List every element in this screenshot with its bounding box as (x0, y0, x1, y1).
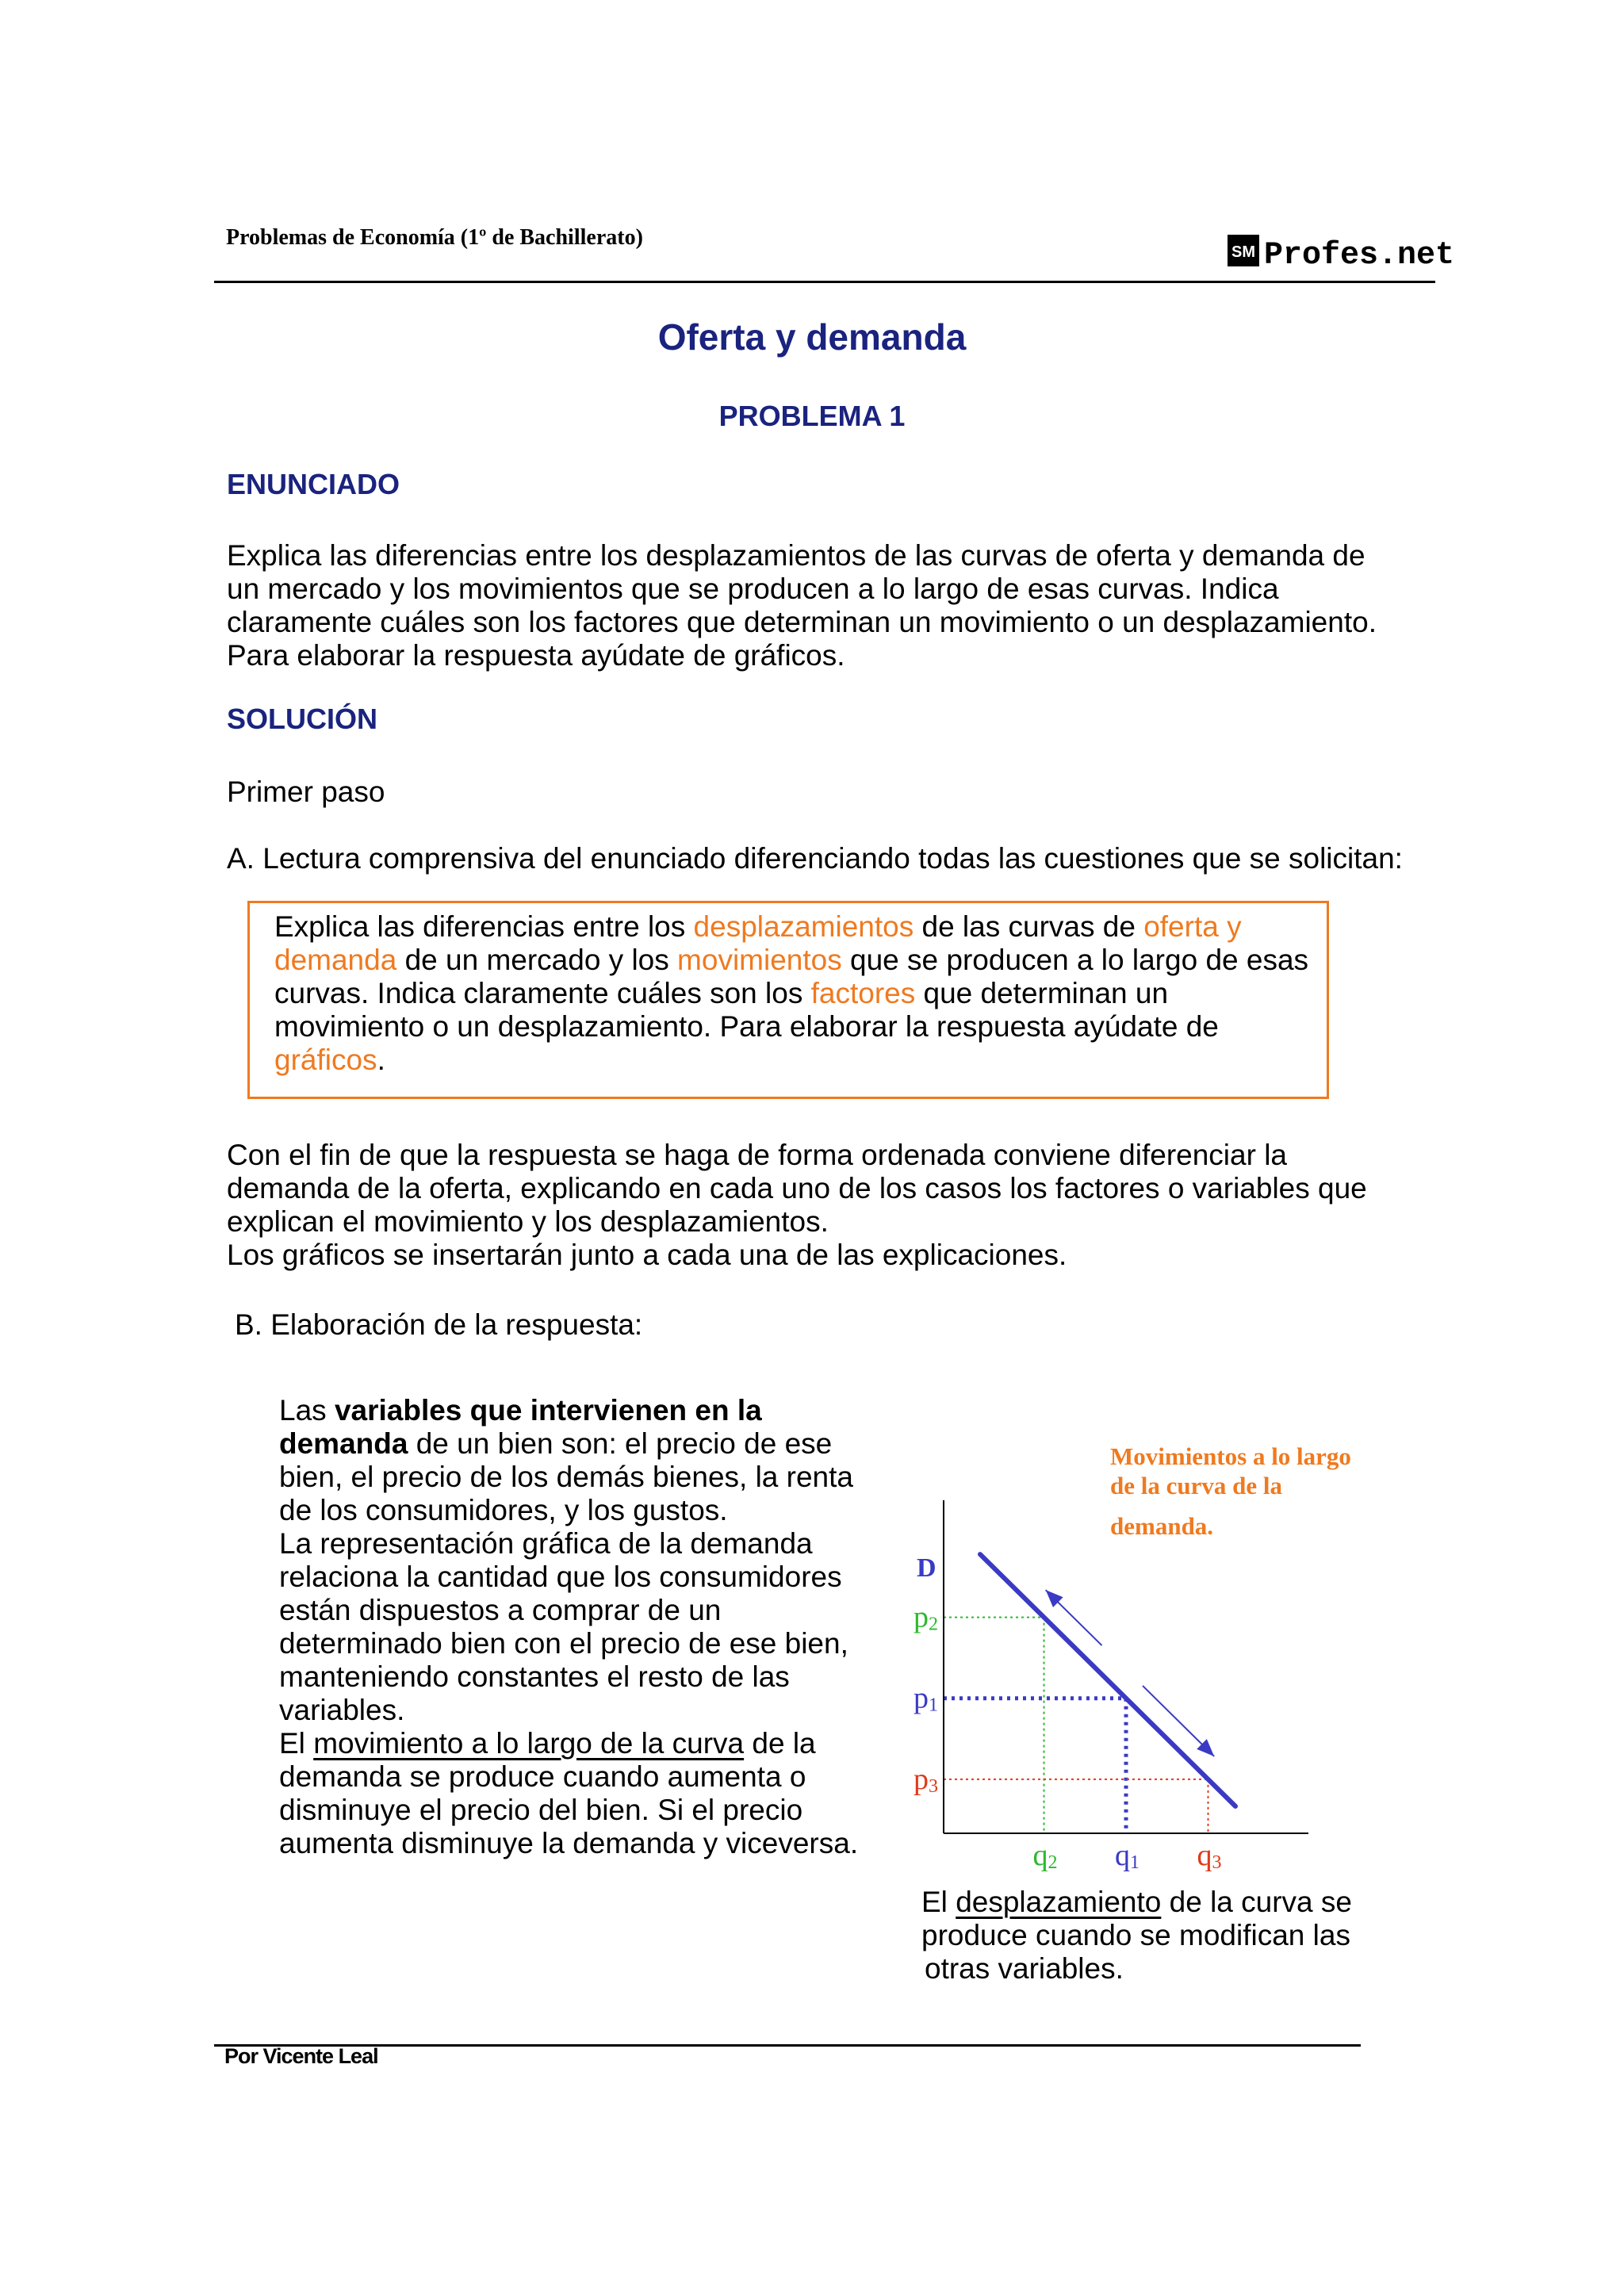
text-line: manteniendo constantes el resto de las (279, 1660, 790, 1693)
hl-segment: que determinan un (915, 977, 1169, 1009)
text-line: están dispuestos a comprar de un (279, 1594, 722, 1626)
paragraph-line: Con el fin de que la respuesta se haga de forma ordenada conviene diferenciar la (227, 1139, 1287, 1171)
hl-segment: . (377, 1044, 385, 1076)
chart-title-line: Movimientos a lo largo (1110, 1442, 1351, 1470)
problem-label: PROBLEMA 1 (718, 400, 906, 432)
demand-chart (904, 1491, 1332, 1875)
enunciado-line: claramente cuáles son los factores que determinan un movimiento o un desplazamiento. (227, 606, 1377, 638)
price-tick-subscript: 1 (929, 1695, 938, 1716)
text-segment: de la curva se (1161, 1886, 1352, 1918)
text-line: bien, el precio de los demás bienes, la renta (279, 1461, 853, 1493)
text-line: de los consumidores, y los gustos. (279, 1494, 728, 1526)
quantity-tick-subscript: 2 (1048, 1852, 1058, 1873)
price-tick-subscript: 2 (929, 1614, 938, 1635)
underlined-segment: movimiento a lo largo de la curva (313, 1727, 745, 1760)
step-label: Primer paso (227, 776, 385, 808)
price-tick-subscript: 3 (929, 1775, 938, 1797)
price-tick-label: p2 (914, 1600, 938, 1635)
highlight-text (274, 910, 1313, 1077)
hl-segment: de las curvas de (914, 910, 1144, 943)
hl-segment: curvas. Indica claramente cuáles son los (274, 977, 811, 1009)
page-title: Oferta y demanda (657, 316, 967, 358)
solucion-heading: SOLUCIÓN (227, 703, 378, 735)
price-tick-label: p3 (914, 1762, 938, 1797)
text-line: disminuye el precio del bien. Si el precio (279, 1794, 803, 1826)
hl-segment: que se producen a lo largo de esas (841, 944, 1309, 976)
paragraph-line: explican el movimiento y los desplazamientos. (227, 1205, 829, 1238)
text-line: aumenta disminuye la demanda y viceversa. (279, 1827, 859, 1859)
footer-author: Por Vicente Leal (224, 2044, 378, 2068)
paragraph-line: Los gráficos se insertarán junto a cada una de las explicaciones. (227, 1239, 1067, 1271)
enunciado-heading: ENUNCIADO (227, 468, 400, 500)
text-line: La representación gráfica de la demanda (279, 1527, 813, 1560)
demand-curve (980, 1554, 1235, 1806)
quantity-tick-label: q3 (1197, 1839, 1222, 1873)
paragraph-line: demanda de la oferta, explicando en cada uno de los casos los factores o variables que (227, 1172, 1367, 1204)
bold-segment: variables que intervienen en la (334, 1394, 762, 1427)
quantity-tick-label: q1 (1115, 1839, 1139, 1873)
underlined-segment: desplazamiento (956, 1886, 1162, 1918)
enunciado-line: Para elaborar la respuesta ayúdate de gráficos. (227, 639, 845, 672)
enunciado-line: Explica las diferencias entre los desplazamientos de las curvas de oferta y demanda de (227, 539, 1365, 572)
enunciado-text (227, 539, 1377, 672)
hl-keyword: movimientos (677, 944, 842, 976)
bold-segment: demanda (279, 1427, 408, 1460)
text-line: otras variables. (925, 1952, 1124, 1985)
logo-graphic (1228, 230, 1455, 276)
text-line: variables. (279, 1694, 405, 1726)
quantity-tick-label: q2 (1032, 1839, 1058, 1873)
footer-rule (214, 2044, 1361, 2047)
price-tick-label: p1 (914, 1681, 938, 1716)
hl-segment: movimiento o un desplazamiento. Para elaborar la respuesta ayúdate de (274, 1010, 1219, 1043)
text-line: relaciona la cantidad que los consumidores (279, 1561, 842, 1593)
chart-title-line: de la curva de la (1110, 1472, 1282, 1499)
text-line: determinado bien con el precio de ese bien, (279, 1627, 848, 1660)
profes-net-logo (1228, 230, 1455, 276)
step-b-label: B. Elaboración de la respuesta: (235, 1308, 643, 1341)
text-segment: El (921, 1886, 956, 1918)
explanation-paragraph (227, 1139, 1367, 1272)
enunciado-line: un mercado y los movimientos que se producen a lo largo de esas curvas. Indica (227, 573, 1279, 605)
hl-keyword: oferta y (1143, 910, 1242, 943)
demand-chart-svg (904, 1491, 1332, 1871)
text-segment: de la (744, 1727, 816, 1760)
header-rule (214, 281, 1435, 283)
chart-title-line: demanda. (1110, 1512, 1214, 1540)
text-segment: El (279, 1727, 314, 1760)
text-line: produce cuando se modifican las (921, 1919, 1350, 1951)
text-segment: de un bien son: el precio de ese (408, 1427, 833, 1460)
hl-keyword: desplazamientos (693, 910, 914, 943)
hl-segment: de un mercado y los (396, 944, 678, 976)
quantity-tick-subscript: 3 (1212, 1852, 1222, 1873)
hl-keyword: gráficos (274, 1044, 377, 1076)
demand-variables-text (279, 1394, 874, 1860)
hl-segment: Explica las diferencias entre los (274, 910, 694, 943)
header-title: Problemas de Economía (1º de Bachillerato) (226, 225, 643, 250)
text-line: demanda se produce cuando aumenta o (279, 1760, 806, 1793)
logo-badge-text: SM (1231, 243, 1255, 261)
hl-keyword: factores (810, 977, 916, 1009)
logo-text: Profes.net (1264, 238, 1455, 274)
hl-keyword: demanda (274, 944, 397, 976)
shift-text (921, 1886, 1413, 1986)
step-a-label: A. Lectura comprensiva del enunciado diferenciando todas las cuestiones que se solicitan: (227, 842, 1403, 875)
demand-curve-label: D (917, 1553, 936, 1584)
quantity-tick-subscript: 1 (1130, 1852, 1139, 1873)
text-segment: Las (279, 1394, 335, 1427)
